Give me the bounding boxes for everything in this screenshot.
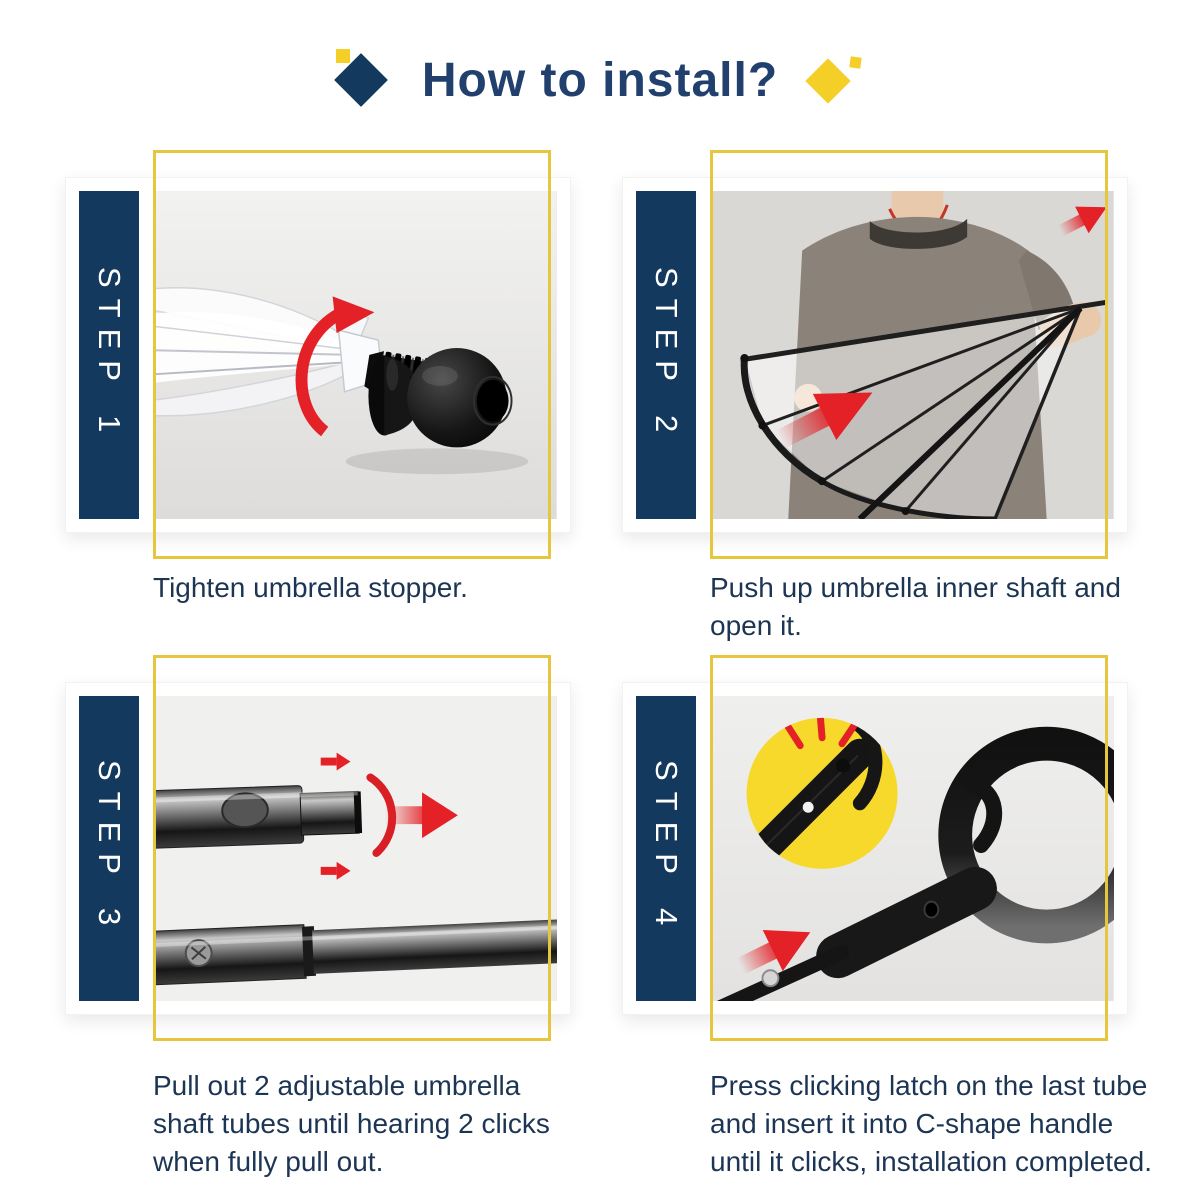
- step-3-badge: [79, 696, 139, 1001]
- step-2-card: [622, 177, 1128, 533]
- open-umbrella-illustration: [710, 191, 1114, 519]
- small-yellow-square-icon: [849, 56, 861, 68]
- step-1-card: [65, 177, 571, 533]
- step-2-photo: [710, 191, 1114, 519]
- shaft-tubes-illustration: [153, 696, 557, 1001]
- yellow-diamond-icon: [808, 47, 868, 113]
- step-2-panel: [622, 177, 1128, 645]
- step-1-panel: [65, 177, 571, 607]
- step-1-photo: [153, 191, 557, 519]
- step-3-photo: [153, 696, 557, 1001]
- step-4-label: STEP 4: [649, 760, 684, 937]
- small-yellow-square-icon: [336, 49, 350, 63]
- step-2-badge: [636, 191, 696, 519]
- title-row: [0, 40, 1200, 120]
- step-1-card-area: [65, 177, 571, 533]
- step-4-card-area: [622, 682, 1128, 1015]
- step-4-photo: [710, 696, 1114, 1001]
- step-4-card: [622, 682, 1128, 1015]
- step-2-card-area: [622, 177, 1128, 533]
- step-3-card: [65, 682, 571, 1015]
- step-1-badge: [79, 191, 139, 519]
- step-4-badge: [636, 696, 696, 1001]
- step-3-card-area: [65, 682, 571, 1015]
- yellow-diamond-shape: [806, 58, 851, 103]
- step-2-caption: Push up umbrella inner shaft and open it.: [710, 572, 1121, 641]
- step-3-caption: Pull out 2 adjustable umbrella shaft tubes until hearing 2 clicks when fully pull out.: [153, 1070, 550, 1177]
- navy-diamond-icon: [332, 47, 392, 113]
- umbrella-stopper-illustration: [153, 191, 557, 519]
- step-3-panel: [65, 682, 571, 1181]
- c-handle-illustration: [710, 696, 1114, 1001]
- step-4-caption: Press clicking latch on the last tube and insert it into C-shape handle until it clicks, installation completed.: [710, 1070, 1152, 1177]
- step-1-caption: Tighten umbrella stopper.: [153, 572, 468, 603]
- step-1-label: STEP 1: [92, 266, 127, 444]
- step-4-panel: [622, 682, 1152, 1181]
- step-3-label: STEP 3: [92, 760, 127, 937]
- step-2-label: STEP 2: [649, 266, 684, 444]
- page-title: How to install?: [421, 53, 779, 107]
